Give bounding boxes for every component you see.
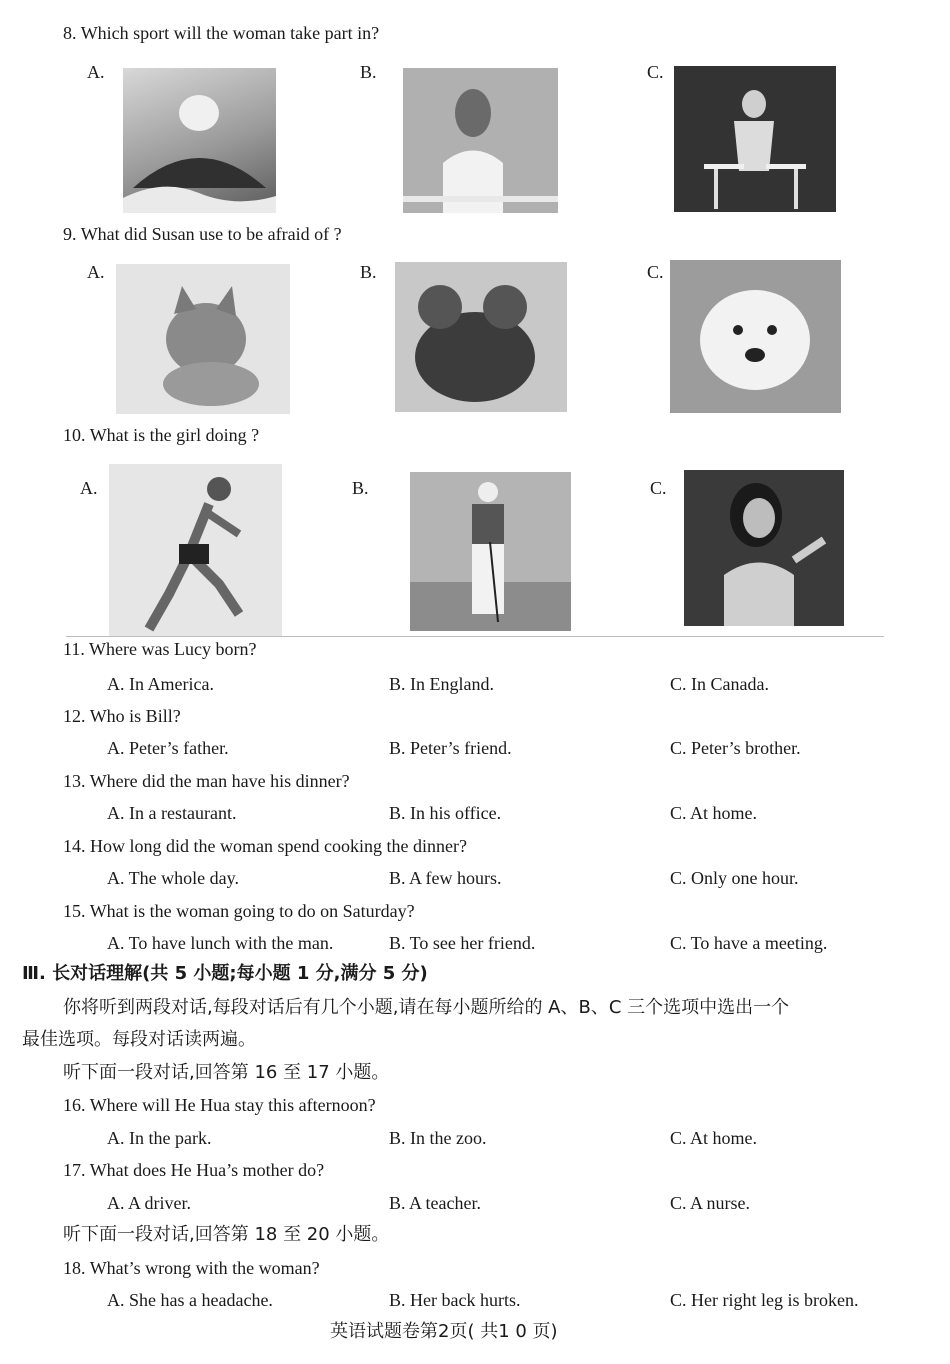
kitten-image	[116, 264, 290, 414]
gymnastics-image	[674, 66, 836, 212]
question-17: 17. What does He Hua’s mother do?	[63, 1160, 325, 1180]
dialog-intro: 听下面一段对话,回答第 16 至 17 小题。	[63, 1062, 390, 1083]
option-b: B. In England.	[389, 674, 494, 694]
option-letter-c: C.	[650, 478, 667, 498]
running-image	[109, 464, 282, 636]
option-letter-a: A.	[87, 262, 105, 282]
question-8: 8. Which sport will the woman take part in?	[63, 23, 380, 43]
option-b: B. In the zoo.	[389, 1128, 487, 1148]
section-instruction-line2: 最佳选项。每段对话读两遍。	[22, 1029, 256, 1050]
question-16: 16. Where will He Hua stay this afternoon?	[63, 1095, 376, 1115]
question-18: 18. What’s wrong with the woman?	[63, 1258, 320, 1278]
divider	[66, 636, 884, 637]
option-b: B. Her back hurts.	[389, 1290, 521, 1310]
option-c: C. Her right leg is broken.	[670, 1290, 859, 1310]
option-c: C. Peter’s brother.	[670, 738, 801, 758]
table-tennis-image	[403, 68, 558, 213]
option-a: A. In America.	[107, 674, 214, 694]
dialog-intro: 听下面一段对话,回答第 18 至 20 小题。	[63, 1224, 390, 1245]
golf-image	[410, 472, 571, 631]
swimming-image	[123, 68, 276, 213]
question-14: 14. How long did the woman spend cooking the dinner?	[63, 836, 467, 856]
option-c: C. Only one hour.	[670, 868, 799, 888]
option-a: A. In a restaurant.	[107, 803, 237, 823]
option-a: A. The whole day.	[107, 868, 239, 888]
option-b: B. A few hours.	[389, 868, 502, 888]
option-letter-b: B.	[360, 262, 377, 282]
option-c: C. At home.	[670, 1128, 758, 1148]
option-b: B. Peter’s friend.	[389, 738, 512, 758]
option-letter-c: C.	[647, 62, 664, 82]
question-10: 10. What is the girl doing ?	[63, 425, 260, 445]
puppy-image	[670, 260, 841, 413]
question-15: 15. What is the woman going to do on Saturday?	[63, 901, 415, 921]
section-instruction-line1: 你将听到两段对话,每段对话后有几个小题,请在每小题所给的 A、B、C 三个选项中选出一个	[63, 997, 790, 1018]
option-a: A. Peter’s father.	[107, 738, 229, 758]
question-13: 13. Where did the man have his dinner?	[63, 771, 350, 791]
option-a: A. She has a headache.	[107, 1290, 273, 1310]
option-letter-c: C.	[647, 262, 664, 282]
option-c: C. In Canada.	[670, 674, 769, 694]
option-c: C. A nurse.	[670, 1193, 751, 1213]
option-letter-b: B.	[352, 478, 369, 498]
option-b: B. To see her friend.	[389, 933, 536, 953]
option-c: C. To have a meeting.	[670, 933, 828, 953]
option-letter-a: A.	[80, 478, 98, 498]
option-a: A. In the park.	[107, 1128, 212, 1148]
mouse-image	[395, 262, 567, 412]
option-b: B. In his office.	[389, 803, 502, 823]
question-12: 12. Who is Bill?	[63, 706, 181, 726]
option-c: C. At home.	[670, 803, 758, 823]
option-b: B. A teacher.	[389, 1193, 481, 1213]
question-9: 9. What did Susan use to be afraid of ?	[63, 224, 342, 244]
question-11: 11. Where was Lucy born?	[63, 639, 257, 659]
option-letter-b: B.	[360, 62, 377, 82]
section-heading: Ⅲ. 长对话理解(共 5 小题;每小题 1 分,满分 5 分)	[22, 963, 428, 984]
option-a: A. A driver.	[107, 1193, 191, 1213]
singing-image	[684, 470, 844, 626]
option-letter-a: A.	[87, 62, 105, 82]
page-footer: 英语试题卷第2页( 共1 0 页)	[330, 1321, 558, 1342]
option-a: A. To have lunch with the man.	[107, 933, 334, 953]
